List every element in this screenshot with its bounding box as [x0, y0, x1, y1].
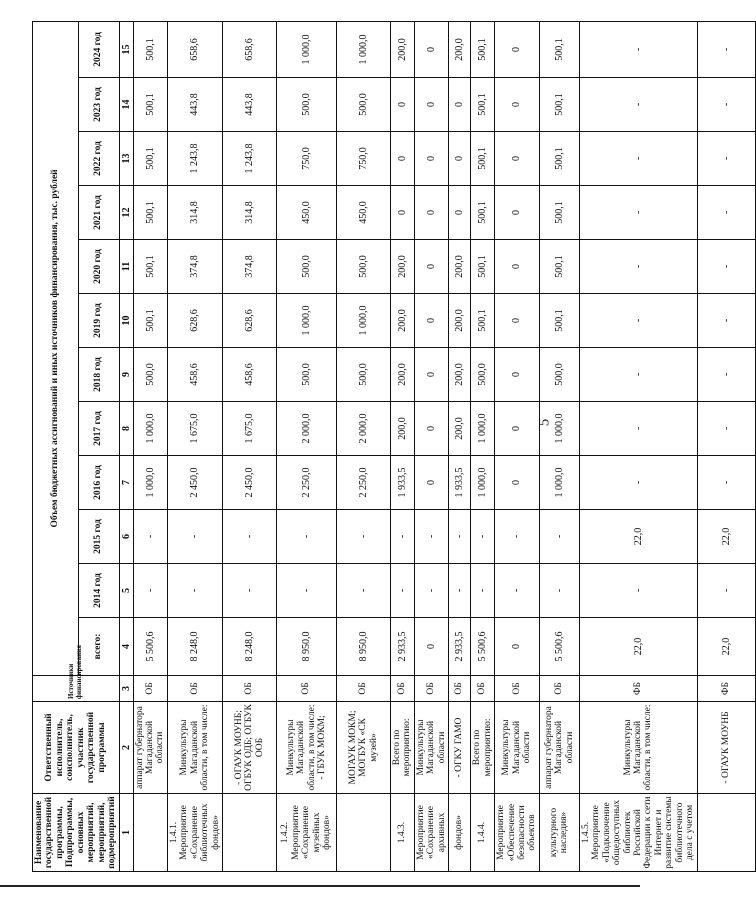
value-cell: 2 933,5	[449, 618, 471, 676]
value-cell: 500,0	[539, 348, 579, 402]
header-year: 2024 год	[78, 21, 119, 77]
row-executor: аппарат губернатора Магаданской области	[133, 702, 167, 794]
header-year: 2020 год	[78, 240, 119, 294]
row-name: 1.4.2. Мероприятие «Сохранение музейных фондов»	[277, 794, 337, 872]
row-source: ОБ	[471, 676, 495, 702]
row-source: ОБ	[449, 676, 471, 702]
value-cell: 200,0	[391, 294, 415, 348]
row-name	[133, 794, 167, 872]
value-cell: 443,8	[223, 78, 277, 132]
value-cell: -	[449, 510, 471, 564]
header-year: 2023 год	[78, 78, 119, 132]
value-cell: 500,1	[133, 21, 167, 77]
row-name: 1.4.5. Мероприятие «Подключение общедоступных библиотек Российской Федерации к сети Интернет и развитие системы библиотечного дела с учетом	[579, 794, 697, 872]
index-cell: 14	[119, 78, 133, 132]
value-cell: 500,1	[471, 132, 495, 186]
value-cell: 0	[391, 132, 415, 186]
value-cell: 200,0	[449, 294, 471, 348]
row-source: ОБ	[277, 676, 337, 702]
value-cell: 500,1	[133, 240, 167, 294]
page-number: 5	[536, 418, 553, 427]
row-executor: МОГАУК МОКМ; МОГБУК «СК музей»	[337, 702, 391, 794]
row-executor: - ОГКУ ГАМО	[449, 702, 471, 794]
value-cell: 0	[495, 294, 540, 348]
table-body	[133, 21, 755, 871]
header-year: 2021 год	[78, 186, 119, 240]
row-executor: аппарат губернатора Магаданской области	[539, 702, 579, 794]
value-cell: 500,1	[133, 186, 167, 240]
value-cell: 2 450,0	[167, 456, 222, 510]
value-cell: 500,1	[471, 21, 495, 77]
value-cell: 658,6	[223, 21, 277, 77]
value-cell: 2 450,0	[223, 456, 277, 510]
value-cell: 22,0	[697, 618, 755, 676]
value-cell: 1 000,0	[337, 21, 391, 77]
value-cell: -	[449, 564, 471, 618]
value-cell: -	[414, 564, 448, 618]
value-cell: 22,0	[579, 618, 697, 676]
row-executor: Минкультуры Магаданской области, в том числе:	[579, 702, 697, 794]
value-cell: -	[277, 510, 337, 564]
value-cell: 458,6	[223, 348, 277, 402]
row-source: ОБ	[133, 676, 167, 702]
value-cell: 500,1	[471, 78, 495, 132]
value-cell: 0	[495, 348, 540, 402]
value-cell: 500,0	[337, 240, 391, 294]
index-cell: 11	[119, 240, 133, 294]
index-cell: 10	[119, 294, 133, 348]
header-year: 2017 год	[78, 402, 119, 456]
table-row	[579, 21, 697, 871]
value-cell: 200,0	[391, 21, 415, 77]
value-cell: 1 243,8	[223, 132, 277, 186]
value-cell: 500,1	[471, 186, 495, 240]
header-year: 2018 год	[78, 348, 119, 402]
value-cell: -	[697, 78, 755, 132]
funding-table	[32, 21, 756, 872]
value-cell: 500,1	[471, 294, 495, 348]
value-cell: 0	[495, 240, 540, 294]
index-cell: 8	[119, 402, 133, 456]
header-year: 2019 год	[78, 294, 119, 348]
value-cell: -	[133, 510, 167, 564]
value-cell: -	[579, 132, 697, 186]
header-source: Источники финансирования	[33, 676, 120, 702]
value-cell: 628,6	[167, 294, 222, 348]
value-cell: 314,8	[223, 186, 277, 240]
value-cell: -	[133, 564, 167, 618]
index-cell: 3	[119, 676, 133, 702]
value-cell: -	[391, 510, 415, 564]
value-cell: 0	[495, 402, 540, 456]
value-cell: 200,0	[391, 402, 415, 456]
value-cell: 500,0	[471, 348, 495, 402]
index-row	[119, 21, 133, 871]
table-row	[471, 21, 495, 871]
value-cell: 2 250,0	[277, 456, 337, 510]
row-name	[337, 794, 391, 872]
value-cell: 1 675,0	[167, 402, 222, 456]
header-name: Наименование государственной программы, Подпрограммы, основных мероприятий, мероприятий, подмероприятий	[33, 794, 120, 872]
row-source: ОБ	[167, 676, 222, 702]
index-cell: 1	[119, 794, 133, 872]
value-cell: 8 950,0	[277, 618, 337, 676]
value-cell: -	[167, 564, 222, 618]
table-row	[167, 21, 222, 871]
value-cell: 0	[414, 348, 448, 402]
value-cell: 500,0	[277, 348, 337, 402]
row-executor: Минкультуры Магаданской области	[414, 702, 448, 794]
value-cell: 314,8	[167, 186, 222, 240]
header-year: 2016 год	[78, 456, 119, 510]
value-cell: -	[579, 348, 697, 402]
value-cell: 0	[449, 186, 471, 240]
scan-edge-line	[0, 885, 640, 887]
value-cell: -	[579, 564, 697, 618]
value-cell: 628,6	[223, 294, 277, 348]
value-cell: 0	[414, 294, 448, 348]
header-year: 2014 год	[78, 564, 119, 618]
header-year: 2015 год	[78, 510, 119, 564]
index-cell: 13	[119, 132, 133, 186]
index-cell: 4	[119, 618, 133, 676]
value-cell: 2 000,0	[277, 402, 337, 456]
row-name: культурного наследия»	[539, 794, 579, 872]
value-cell: 1 933,5	[449, 456, 471, 510]
value-cell: 0	[495, 618, 540, 676]
value-cell: 500,1	[539, 186, 579, 240]
value-cell: 2 933,5	[391, 618, 415, 676]
value-cell: 22,0	[697, 510, 755, 564]
value-cell: 22,0	[579, 510, 697, 564]
index-cell: 7	[119, 456, 133, 510]
value-cell: -	[697, 456, 755, 510]
value-cell: -	[223, 510, 277, 564]
value-cell: -	[579, 21, 697, 77]
value-cell: 8 248,0	[223, 618, 277, 676]
value-cell: -	[579, 294, 697, 348]
value-cell: 0	[414, 456, 448, 510]
value-cell: 0	[414, 186, 448, 240]
row-name: 1.4.4.	[471, 794, 495, 872]
value-cell: 0	[414, 132, 448, 186]
table-row	[337, 21, 391, 871]
value-cell: 0	[495, 132, 540, 186]
row-source: ФБ	[579, 676, 697, 702]
value-cell: 0	[414, 618, 448, 676]
value-cell: -	[495, 510, 540, 564]
row-source: ОБ	[223, 676, 277, 702]
value-cell: 8 950,0	[337, 618, 391, 676]
row-executor: Всего по мероприятию:	[391, 702, 415, 794]
row-executor: - ОГАУК МОУНБ; ОГБУК ОДБ; ОГБУК ООБ	[223, 702, 277, 794]
row-source: ОБ	[539, 676, 579, 702]
value-cell: 0	[449, 78, 471, 132]
value-cell: 0	[391, 186, 415, 240]
header-volume: Объем бюджетных ассигнований и иных источников финансирования, тыс. рублей	[33, 21, 79, 675]
value-cell: -	[697, 564, 755, 618]
value-cell: 500,1	[133, 78, 167, 132]
value-cell: 0	[391, 78, 415, 132]
row-name: фондов»	[449, 794, 471, 872]
row-executor: Минкультуры Магаданской области	[495, 702, 540, 794]
value-cell: 500,1	[539, 132, 579, 186]
value-cell: 443,8	[167, 78, 222, 132]
value-cell: 500,1	[133, 294, 167, 348]
value-cell: 1 000,0	[277, 294, 337, 348]
rotated-table-container	[32, 22, 732, 872]
table-row	[277, 21, 337, 871]
value-cell: 500,1	[539, 294, 579, 348]
index-cell: 15	[119, 21, 133, 77]
value-cell: 0	[495, 21, 540, 77]
row-name: 1.4.3.	[391, 794, 415, 872]
value-cell: 750,0	[337, 132, 391, 186]
value-cell: -	[471, 510, 495, 564]
value-cell: -	[539, 564, 579, 618]
index-cell: 6	[119, 510, 133, 564]
value-cell: 200,0	[449, 21, 471, 77]
value-cell: 500,1	[133, 132, 167, 186]
index-cell: 2	[119, 702, 133, 794]
value-cell: 0	[495, 78, 540, 132]
value-cell: 450,0	[337, 186, 391, 240]
value-cell: -	[697, 294, 755, 348]
value-cell: 0	[414, 402, 448, 456]
table-row	[697, 21, 755, 871]
value-cell: 2 000,0	[337, 402, 391, 456]
value-cell: -	[579, 78, 697, 132]
value-cell: 450,0	[277, 186, 337, 240]
value-cell: -	[697, 240, 755, 294]
value-cell: 0	[495, 186, 540, 240]
value-cell: -	[495, 564, 540, 618]
row-source: ОБ	[391, 676, 415, 702]
index-cell: 9	[119, 348, 133, 402]
value-cell: 500,0	[277, 78, 337, 132]
value-cell: 500,0	[133, 348, 167, 402]
index-cell: 12	[119, 186, 133, 240]
row-executor: Всего по мероприятию:	[471, 702, 495, 794]
row-name: Мероприятие «Сохранение архивных	[414, 794, 448, 872]
value-cell: 1 000,0	[277, 21, 337, 77]
row-name	[223, 794, 277, 872]
value-cell: -	[697, 186, 755, 240]
table-row	[133, 21, 167, 871]
value-cell: 1 675,0	[223, 402, 277, 456]
table-row	[414, 21, 448, 871]
index-cell: 5	[119, 564, 133, 618]
value-cell: 500,1	[539, 21, 579, 77]
value-cell: 5 500,6	[471, 618, 495, 676]
value-cell: 658,6	[167, 21, 222, 77]
value-cell: -	[579, 402, 697, 456]
row-source: ОБ	[337, 676, 391, 702]
value-cell: -	[337, 510, 391, 564]
row-source: ОБ	[495, 676, 540, 702]
value-cell: 5 500,6	[539, 618, 579, 676]
value-cell: 5 500,6	[133, 618, 167, 676]
value-cell: -	[167, 510, 222, 564]
value-cell: 200,0	[391, 348, 415, 402]
row-executor: - ОГАУК МОУНБ	[697, 702, 755, 794]
value-cell: 750,0	[277, 132, 337, 186]
header-year: 2022 год	[78, 132, 119, 186]
value-cell: -	[223, 564, 277, 618]
value-cell: 374,8	[167, 240, 222, 294]
value-cell: 500,0	[277, 240, 337, 294]
value-cell: -	[697, 132, 755, 186]
value-cell: -	[414, 510, 448, 564]
value-cell: 500,0	[337, 348, 391, 402]
table-row	[539, 21, 579, 871]
value-cell: 200,0	[449, 240, 471, 294]
value-cell: 1 000,0	[133, 456, 167, 510]
value-cell: 0	[495, 456, 540, 510]
row-name: Мероприятие «Обеспечение безопасности объектов	[495, 794, 540, 872]
table-row	[391, 21, 415, 871]
value-cell: 500,1	[471, 240, 495, 294]
value-cell: 1 000,0	[471, 402, 495, 456]
value-cell: -	[697, 402, 755, 456]
value-cell: 0	[414, 21, 448, 77]
table-row	[495, 21, 540, 871]
row-source: ОБ	[414, 676, 448, 702]
table-row	[449, 21, 471, 871]
value-cell: 1 243,8	[167, 132, 222, 186]
header-executor: Ответственный исполнитель, соисполнитель, участник государственной программы	[33, 702, 120, 794]
value-cell: 200,0	[449, 402, 471, 456]
row-name	[697, 794, 755, 872]
value-cell: -	[579, 240, 697, 294]
value-cell: 200,0	[449, 348, 471, 402]
value-cell: 1 933,5	[391, 456, 415, 510]
value-cell: 0	[449, 132, 471, 186]
value-cell: 0	[414, 240, 448, 294]
value-cell: 2 250,0	[337, 456, 391, 510]
row-name: 1.4.1. Мероприятие «Сохранение библиотечных фондов»	[167, 794, 222, 872]
table-row	[223, 21, 277, 871]
value-cell: 500,1	[539, 78, 579, 132]
value-cell: -	[277, 564, 337, 618]
value-cell: 374,8	[223, 240, 277, 294]
value-cell: -	[579, 186, 697, 240]
value-cell: -	[579, 456, 697, 510]
header-total: всего:	[78, 618, 119, 676]
value-cell: 200,0	[391, 240, 415, 294]
value-cell: 8 248,0	[167, 618, 222, 676]
value-cell: -	[337, 564, 391, 618]
row-executor: Минкультуры Магаданской области, в том числе: - ГБУК МОКМ;	[277, 702, 337, 794]
value-cell: -	[391, 564, 415, 618]
row-executor: Минкультуры Магаданской области, в том числе:	[167, 702, 222, 794]
value-cell: 1 000,0	[471, 456, 495, 510]
row-source: ФБ	[697, 676, 755, 702]
value-cell: 500,1	[539, 240, 579, 294]
value-cell: -	[697, 21, 755, 77]
value-cell: 0	[414, 78, 448, 132]
value-cell: -	[697, 348, 755, 402]
value-cell: 1 000,0	[133, 402, 167, 456]
value-cell: 458,6	[167, 348, 222, 402]
value-cell: 500,0	[337, 78, 391, 132]
value-cell: 1 000,0	[337, 294, 391, 348]
value-cell: -	[471, 564, 495, 618]
value-cell: 1 000,0	[539, 456, 579, 510]
value-cell: 1 000,0	[539, 402, 579, 456]
value-cell: -	[539, 510, 579, 564]
